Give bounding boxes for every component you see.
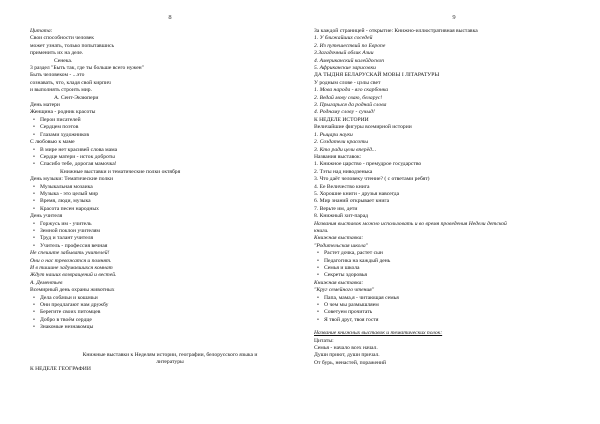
bullet-item: • Земной поклон учителям bbox=[30, 228, 310, 235]
text-line: За каждой страницей - открытие: Книжно-иллюстративная выставка bbox=[314, 28, 478, 34]
bullet-item: • Знакомые незнакомцы bbox=[30, 324, 310, 331]
text-line: День учителя bbox=[30, 213, 63, 220]
text-line: Книжные выставки и тематические полки октября bbox=[60, 168, 181, 175]
right-page-body bbox=[314, 28, 594, 324]
text-line: и выполнять строить мир. bbox=[30, 87, 92, 94]
right-page-number: 9 bbox=[452, 14, 456, 21]
text-line: применить их на деле. bbox=[30, 50, 84, 57]
bullet-item: • Учитель - профессия вечная bbox=[30, 243, 310, 250]
bullet-item: • Педагогика на каждый день bbox=[314, 258, 594, 265]
text-line: А. Дементьев bbox=[30, 279, 63, 286]
right-page-text bbox=[314, 28, 594, 367]
text-line: Цитата: bbox=[30, 28, 53, 34]
bullet-item: • Дела собачьи и кошачьи bbox=[30, 295, 310, 302]
bullet-item: • Они предлагают нам дружбу bbox=[30, 302, 310, 309]
text-line: К НЕДЕЛЕ ИСТОРИИ bbox=[314, 116, 369, 123]
bullet-item: • Время, люди, музыка bbox=[30, 198, 310, 205]
bullet-item: • Растет дочка, растет сын bbox=[314, 250, 594, 257]
text-line: Свои способности человек bbox=[30, 35, 95, 42]
bullet-item: • Красота песен народных bbox=[30, 206, 310, 213]
text-line: День музыки: Тематические полки bbox=[30, 176, 113, 183]
text-line: Книжная выставка: bbox=[314, 235, 364, 242]
text-line: 1. У ближайших соседей bbox=[314, 35, 373, 42]
text-line: 7. Верьте им, дети bbox=[314, 205, 358, 212]
text-line: К НЕДЕЛЕ ГЕОГРАФИИ bbox=[30, 366, 91, 373]
text-line: 5. Африканские зарисовки bbox=[314, 65, 376, 72]
bullet-item: • Перои писателей bbox=[30, 117, 310, 124]
bullet-item: • Берегите своих питомцев bbox=[30, 309, 310, 316]
text-line: 1. Книжное царство - премудрое государство bbox=[314, 161, 422, 168]
text-line: Названия выставок: bbox=[314, 153, 362, 160]
text-line: "Круг семейного чтения" bbox=[314, 287, 375, 294]
bullet-item: • Папа, мама,я - читающая семья bbox=[314, 295, 594, 302]
text-line: 3. Прыгарыся да роднай слова bbox=[314, 102, 387, 109]
text-line: Цитаты: bbox=[314, 337, 334, 344]
text-line: 2. Ведай мову сваю, беларус! bbox=[314, 94, 383, 101]
text-line: От бурь, ненастей, поражений bbox=[314, 359, 386, 366]
text-line: 2. Из путешествий по Европе bbox=[314, 42, 386, 49]
bullet-item: • Глазами художников bbox=[30, 132, 310, 139]
bullet-item: • Я твой друг, твоя гостя bbox=[314, 317, 594, 324]
text-line: И в тишине задумавшихся комнат bbox=[30, 265, 113, 271]
bullet-item: • О чем мы размышляем bbox=[314, 302, 594, 309]
text-line: 1. Мова народа - яго скарбонка bbox=[314, 87, 389, 94]
text-line: Книжные выставки к Неделям истории, географии, белорусского языка и bbox=[82, 351, 258, 358]
bullet-item: • Спасибо тебе, дорогая мамочка! bbox=[30, 161, 310, 168]
text-line: Ждут наших возвращений и вестей. bbox=[30, 272, 117, 279]
left-page-number: 8 bbox=[168, 14, 172, 21]
bullet-item: • Музыка - это целый мир bbox=[30, 191, 310, 198]
text-line: ДА ТЫДНЯ БЕЛАРУСКАЙ МОВЫ I ЛІТАРАТУРЫ bbox=[314, 72, 440, 79]
text-line: Женщина - родник красоты bbox=[30, 109, 96, 116]
bullet-item: • Семья и школа bbox=[314, 265, 594, 272]
text-line: А. Сент-Экзюпери bbox=[54, 94, 99, 101]
text-line: 1. Рыцари науки bbox=[314, 131, 353, 138]
text-line: Всемирный день охраны животных bbox=[30, 287, 115, 294]
bullet-item: • Труд и талант учителя bbox=[30, 235, 310, 242]
text-line: Они о нас тревожатся и помнят. bbox=[30, 257, 112, 264]
text-line: 2. Создатели красоты bbox=[314, 139, 369, 146]
right-page-footer bbox=[314, 330, 594, 367]
text-line: Название книжных выставок и тематических полок: bbox=[314, 330, 443, 337]
text-line: 3. Что даёт человеку чтение? ( с ответами ребят) bbox=[314, 176, 430, 183]
text-line: 8. Книжный хит-парад bbox=[314, 213, 369, 220]
text-line: "Родительская школа" bbox=[314, 242, 368, 249]
bullet-item: • Горжусь им - учитель bbox=[30, 221, 310, 228]
text-line: Названия выставок можно использовать и во время проведения Недели детской bbox=[314, 220, 507, 227]
right-page bbox=[314, 14, 594, 418]
bullet-item: • Добро в твоём сердце bbox=[30, 317, 310, 324]
text-line: Быть человеком - ...это bbox=[30, 72, 85, 79]
bullet-item: • В мире нет красивей слова мама bbox=[30, 147, 310, 154]
left-page-text bbox=[30, 28, 310, 374]
text-line: С любовью к маме bbox=[30, 139, 75, 146]
left-page bbox=[30, 14, 310, 418]
text-line: Сенека. bbox=[54, 57, 73, 64]
bullet-item: • Сердцем поэтов bbox=[30, 124, 310, 131]
bullet-item: • Секреты здоровья bbox=[314, 272, 594, 279]
text-line: может узнать, только попытавшись bbox=[30, 42, 115, 49]
left-page-footer bbox=[30, 352, 310, 374]
text-line: Величайшие фигуры всемирной истории bbox=[314, 124, 412, 131]
text-line: Книжная выставка: bbox=[314, 279, 364, 286]
text-line: 2. Тэты над ниводзенька bbox=[314, 168, 373, 175]
left-page-body bbox=[30, 28, 310, 332]
text-line: Семья - начало всех начал. bbox=[314, 345, 378, 352]
text-line: 3. Кто ради цели вперёд... bbox=[314, 146, 377, 153]
text-line: Не спешите забывать учителей! bbox=[30, 250, 110, 257]
text-line: 5. Хорошие книги - друзья навсегда bbox=[314, 190, 400, 197]
text-line: Души приют, души причал. bbox=[314, 352, 380, 359]
bullet-item: • Советуем прочитать bbox=[314, 309, 594, 316]
text-line: 4. Роднаму слову - сучыд! bbox=[314, 109, 375, 116]
text-line: 4. Ее Величество книга bbox=[314, 183, 370, 190]
text-line: День матери bbox=[30, 102, 60, 109]
text-line: 6. Мир знаний открывает книга bbox=[314, 198, 390, 205]
text-line: сознавать, что, кладя свой кирпич bbox=[30, 79, 111, 86]
text-line: 4. Американский калейдоскоп bbox=[314, 57, 385, 64]
text-line: книги. bbox=[314, 227, 329, 234]
bullet-item: • Музыкальная мозаика bbox=[30, 184, 310, 191]
text-line: литературы bbox=[156, 359, 184, 366]
text-line: 3.Загадочный облик Азии bbox=[314, 50, 374, 57]
text-line: У родным слове - цэлы свет bbox=[314, 79, 381, 86]
left-page-spacer bbox=[30, 332, 310, 352]
bullet-item: • Сердце матери - исток доброты bbox=[30, 154, 310, 161]
text-line: 3 раздел "Быть так, где ты больше всего нужен" bbox=[30, 65, 144, 72]
